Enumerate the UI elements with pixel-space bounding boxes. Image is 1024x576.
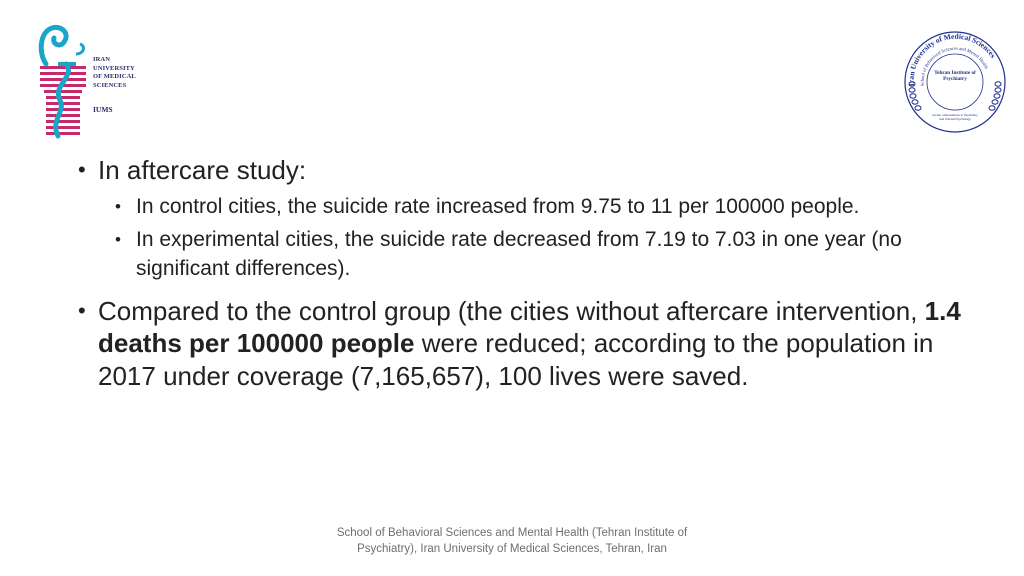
bullet-dot-icon: • (115, 196, 121, 216)
seal-inner-ring-text: School of Behavioral Sciences and Mental Health (919, 45, 990, 87)
bullet-text: In aftercare study: (98, 155, 307, 185)
sub-bullet-control-cities (70, 192, 936, 221)
bullet-text-post: were reduced; according to the population in 2017 under coverage (7,165,657), 100 lives were saved. (98, 328, 934, 391)
sub-bullet-text: In control cities, the suicide rate increased from 9.75 to 11 per 100000 people. (136, 194, 860, 218)
institute-seal-icon (900, 26, 1010, 136)
bullet-text-bold: 1.4 deaths per 100000 people (98, 295, 961, 358)
bullet-dot-icon: • (78, 157, 86, 182)
sub-bullet-text: In experimental cities, the suicide rate decreased from 7.19 to 7.03 in one year (no significant differences). (136, 227, 902, 280)
iums-emblem-icon (36, 24, 92, 142)
bullet-dot-icon: • (78, 297, 86, 323)
seal-ring-text: Iran University of Medical Sciences (906, 31, 998, 87)
footer-caption: School of Behavioral Sciences and Mental Health (Tehran Institute of Psychiatry), Iran University of Medical Sciences, Tehran, Iran (336, 527, 688, 555)
sub-bullet-experimental-cities (70, 225, 936, 283)
institute-seal-logo (900, 26, 1010, 136)
university-name-text: IRAN UNIVERSITY OF MEDICAL SCIENCES (93, 56, 136, 89)
slide-content (70, 154, 961, 392)
seal-center-text: Tehran Institute of Psychiatry (934, 70, 976, 82)
bullet-aftercare-study (70, 154, 950, 187)
bullet-comparison (70, 295, 968, 393)
bullet-text-pre: Compared to the control group (the cities without aftercare intervention, (98, 295, 925, 326)
iums-logo (36, 24, 146, 142)
university-abbr: IUMS (93, 105, 113, 114)
seal-bottom-text: Center of Excellence in Psychiatry and Clinical Psychology (932, 114, 978, 121)
bullet-dot-icon: • (115, 229, 121, 249)
